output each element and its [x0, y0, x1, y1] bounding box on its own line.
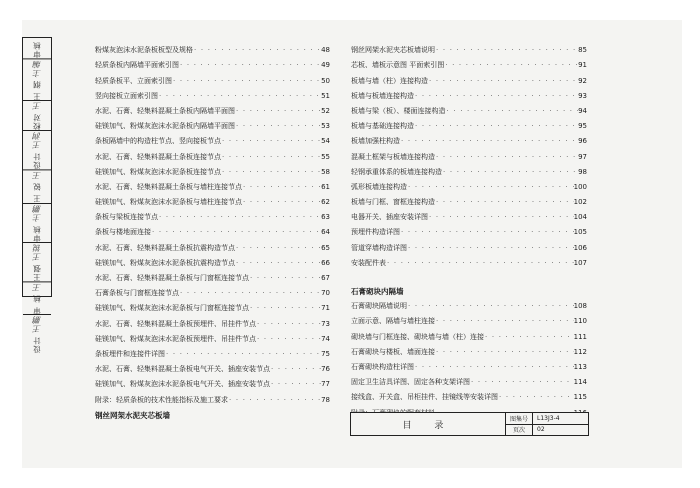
toc-entry-title: 接线盒、开关盒、吊柜挂件、挂镜线等安装详图: [351, 393, 498, 402]
toc-entry-title: 条板埋件和连接件详图: [95, 349, 165, 358]
toc-entry: [351, 253, 587, 268]
signature-cell: [23, 38, 51, 58]
toc-entry-page: 102: [573, 198, 587, 207]
toc-entry-page: 115: [573, 393, 587, 402]
toc-entry: [351, 162, 587, 177]
toc-entry-page: 54: [321, 137, 330, 146]
toc-entry-title: 管道穿墙构造详图: [351, 243, 407, 252]
leader-dots: [414, 122, 578, 131]
leader-dots: [179, 61, 321, 70]
handwritten-signature: 王: [32, 101, 42, 111]
toc-entry-page: 61: [321, 182, 330, 191]
leader-dots: [428, 77, 578, 86]
leader-dots: [158, 213, 321, 222]
toc-entry-title: 石膏砌块隔墙说明: [351, 302, 407, 311]
signature-cell: [23, 242, 51, 281]
signature-role: 审 核: [32, 293, 42, 315]
toc-entry-title: 水泥、石膏、轻集料混凝土条板内隔墙平面图: [95, 106, 235, 115]
toc-entry-page: 92: [578, 76, 587, 85]
section-gap: [351, 268, 587, 281]
toc-entry-title: 混凝土框架与板墙连接构造: [351, 152, 435, 161]
leader-dots: [221, 153, 321, 162]
toc-entry-page: 98: [578, 167, 587, 176]
toc-entry-title: 条板隔墙中的构造柱节点、竖向接板节点: [95, 137, 221, 146]
toc-entry: [351, 101, 587, 116]
toc-entry-title: 固定卫生洁具详图、固定各种支架详图: [351, 378, 470, 387]
signature-cell: [23, 314, 51, 353]
toc-right-column: [351, 40, 587, 418]
toc-entry-page: 113: [573, 362, 587, 371]
toc-section-heading: [95, 405, 330, 420]
leader-dots: [193, 46, 321, 55]
signature-role: 审核: [32, 41, 42, 58]
handwritten-signature: 王锐: [32, 242, 42, 261]
leader-dots: [172, 77, 321, 86]
toc-entry-title: 竖向接板立面索引图: [95, 91, 158, 100]
toc-entry-title: 立面示意、隔墙与墙柱连接: [351, 317, 435, 326]
toc-entry-title: 板墙加强柱构造: [351, 137, 400, 146]
toc-entry: [95, 192, 330, 207]
leader-dots: [242, 183, 321, 192]
signature-cell: [23, 58, 51, 100]
signature-role: 审核: [32, 224, 42, 242]
leader-dots: [400, 228, 574, 237]
toc-entry: [351, 237, 587, 252]
toc-entry-page: 91: [578, 61, 587, 70]
toc-entry-page: 67: [321, 274, 330, 282]
toc-entry-page: 53: [321, 122, 330, 131]
leader-dots: [179, 289, 321, 298]
toc-entry-title: 轻质条板内隔墙平面索引图: [95, 61, 179, 70]
toc-entry-page: 105: [573, 228, 587, 237]
leader-dots: [442, 168, 578, 177]
toc-entry-page: 48: [321, 46, 330, 55]
toc-entry-title: 预埋件构造详图: [351, 228, 400, 237]
leader-dots: [221, 137, 321, 146]
toc-entry-title: 板墙与墙（柱）连接构造: [351, 76, 428, 85]
handwritten-signature: 王: [32, 170, 42, 180]
toc-entry: [95, 298, 330, 313]
toc-entry: [95, 207, 330, 222]
toc-entry: [95, 116, 330, 131]
toc-entry-title: 板墙与基础连接构造: [351, 122, 414, 131]
signature-role: 设计: [32, 336, 42, 354]
toc-entry-title: 硅镁加气、粉煤灰泡沫水泥条板内隔墙平面图: [95, 122, 235, 131]
toc-entry-title: 板墙与梁（板）、楼面连接构造: [351, 106, 446, 115]
toc-entry-page: 100: [573, 182, 587, 191]
toc-entry: [95, 389, 330, 404]
page-number-value: 02: [537, 426, 545, 434]
toc-entry-page: 49: [321, 61, 330, 70]
toc-entry: [95, 344, 330, 359]
toc-entry: [95, 329, 330, 344]
toc-entry: [95, 70, 330, 85]
signature-cell: [23, 130, 51, 169]
leader-dots: [235, 107, 321, 116]
toc-entry: [351, 311, 587, 326]
leader-dots: [414, 92, 578, 101]
toc-entry: [351, 177, 587, 192]
leader-dots: [256, 320, 321, 329]
section-heading-text: 石膏砌块内隔墙: [351, 287, 404, 296]
toc-entry-title: 板墙与板墙连接构造: [351, 91, 414, 100]
toc-entry: [95, 313, 330, 328]
toc-entry-page: 93: [578, 91, 587, 100]
toc-entry: [351, 86, 587, 101]
signature-role: 王 锐: [32, 182, 42, 203]
toc-entry-title: 轻钢承重体系的板墙连接构造: [351, 167, 442, 176]
leader-dots: [386, 259, 574, 268]
toc-entry-title: 硅镁加气、粉煤灰泡沫水泥条板抗震构造节点: [95, 258, 235, 267]
toc-entry-page: 97: [578, 152, 587, 161]
toc-entry: [95, 253, 330, 268]
toc-entry-page: 64: [321, 228, 330, 237]
leader-dots: [444, 61, 578, 70]
leader-dots: [256, 335, 321, 344]
signature-strip: [22, 37, 52, 354]
toc-entry-page: 62: [321, 198, 330, 207]
toc-entry-title: 条板与楼地面连接: [95, 228, 151, 237]
toc-entry-title: 硅镁加气、粉煤灰泡沫水泥条板连接节点: [95, 167, 221, 176]
toc-entry-page: 71: [321, 304, 330, 313]
toc-entry-page: 58: [321, 167, 330, 176]
section-heading-text: 钢丝网架水泥夹芯板墙: [95, 410, 170, 420]
toc-entry-title: 硅镁加气、粉煤灰泡沫水泥条板与门窗框连接节点: [95, 304, 249, 313]
toc-entry: [351, 326, 587, 341]
toc-entry-title: 条板与梁板连接节点: [95, 213, 158, 222]
toc-entry: [95, 359, 330, 374]
leader-dots: [470, 378, 574, 387]
toc-entry-title: 水泥、石膏、轻集料混凝土条板电气开关、插座安装节点: [95, 365, 270, 374]
toc-entry: [351, 116, 587, 131]
toc-entry-page: 74: [321, 334, 330, 343]
toc-entry-page: 104: [573, 213, 587, 222]
leader-dots: [407, 302, 574, 311]
toc-entry: [95, 131, 330, 146]
toc-entry: [95, 162, 330, 177]
leader-dots: [435, 46, 578, 55]
toc-entry-page: 85: [578, 46, 587, 55]
leader-dots: [249, 304, 321, 313]
toc-entry: [351, 40, 587, 55]
table-of-contents: [95, 40, 587, 435]
toc-entry-title: 附录：轻质条板的技术性能指标及施工要求: [95, 395, 228, 404]
toc-entry-title: 水泥、石膏、轻集料混凝土条板预埋件、吊挂件节点: [95, 319, 256, 328]
toc-entry-title: 砌块墙与门框连接、砌块墙与墙（柱）连接: [351, 332, 484, 341]
handwritten-signature: 主编: [32, 59, 42, 77]
leader-dots: [270, 380, 321, 389]
toc-entry-title: 水泥、石膏、轻集料混凝土条板与门窗框连接节点: [95, 274, 249, 282]
toc-entry-title: 石膏条板与门窗框连接节点: [95, 289, 179, 298]
toc-entry-title: 水泥、石膏、轻集料混凝土条板与墙柱连接节点: [95, 182, 242, 191]
leader-dots: [407, 183, 574, 192]
toc-entry-title: 弧形板墙连接构造: [351, 182, 407, 191]
leader-dots: [165, 350, 321, 359]
toc-entry-page: 77: [321, 380, 330, 389]
handwritten-signature: 主鹏: [32, 203, 42, 222]
toc-entry: [95, 86, 330, 101]
toc-entry-title: 芯板、墙板示意图 平面索引图: [351, 61, 445, 70]
toc-entry-title: 水泥、石膏、轻集料混凝土条板抗震构造节点: [95, 243, 235, 252]
page-number-label: 页次: [506, 425, 533, 436]
toc-entry-page: 110: [573, 317, 587, 326]
leader-dots: [151, 228, 321, 237]
toc-entry: [351, 372, 587, 387]
leader-dots: [242, 198, 321, 207]
leader-dots: [484, 333, 574, 342]
toc-entry-page: 108: [573, 302, 587, 311]
leader-dots: [158, 92, 321, 101]
toc-entry-page: 106: [573, 243, 587, 252]
toc-entry: [95, 40, 330, 55]
toc-entry-page: 63: [321, 213, 330, 222]
handwritten-signature: 王润: [32, 131, 42, 150]
toc-entry: [351, 222, 587, 237]
leader-dots: [235, 259, 321, 268]
toc-entry-title: 石膏砌块构造柱详图: [351, 362, 414, 371]
toc-entry-page: 55: [321, 152, 330, 161]
toc-entry: [351, 296, 587, 311]
signature-cell: [23, 169, 51, 202]
title-block-title: 目 录: [351, 413, 506, 435]
toc-entry: [351, 146, 587, 161]
signature-cell: [23, 203, 51, 242]
toc-entry-page: 70: [321, 289, 330, 298]
toc-entry: [95, 283, 330, 298]
atlas-number-row: [506, 413, 588, 425]
toc-entry: [351, 357, 587, 372]
toc-entry: [351, 342, 587, 357]
toc-entry-page: 73: [321, 319, 330, 328]
toc-entry-title: 石膏砌块与楼板、墙面连接: [351, 347, 435, 356]
leader-dots: [235, 122, 321, 131]
leader-dots: [414, 363, 574, 372]
toc-entry-page: 96: [578, 137, 587, 146]
toc-entry-page: 112: [573, 347, 587, 356]
toc-entry: [95, 55, 330, 70]
toc-section-heading: [351, 281, 587, 296]
leader-dots: [498, 393, 574, 402]
toc-entry-page: 52: [321, 106, 330, 115]
toc-entry-page: 114: [573, 378, 587, 387]
signature-role: 设计: [32, 152, 42, 170]
handwritten-signature: 王鹏: [32, 315, 42, 334]
toc-entry: [95, 374, 330, 389]
title-block: [350, 412, 589, 436]
leader-dots: [270, 365, 321, 374]
signature-cell: [23, 281, 51, 314]
leader-dots: [435, 317, 574, 326]
toc-entry-title: 钢丝网架水泥夹芯板墙说明: [351, 46, 435, 55]
toc-entry-title: 轻质条板平、立面索引图: [95, 76, 172, 85]
toc-entry-page: 50: [321, 76, 330, 85]
toc-entry: [351, 192, 587, 207]
toc-entry: [351, 131, 587, 146]
leader-dots: [400, 137, 578, 146]
leader-dots: [446, 107, 579, 116]
leader-dots: [235, 244, 321, 253]
signature-role: 校对: [32, 113, 42, 131]
toc-entry: [351, 55, 587, 70]
leader-dots: [407, 244, 574, 253]
leader-dots: [435, 153, 578, 162]
toc-entry-page: 51: [321, 91, 330, 100]
toc-entry: [95, 146, 330, 161]
leader-dots: [428, 213, 574, 222]
toc-left-column: [95, 40, 330, 420]
toc-entry-page: 111: [573, 332, 587, 341]
atlas-number-value: L13J3-4: [537, 414, 560, 422]
toc-entry: [351, 70, 587, 85]
leader-dots: [435, 198, 574, 207]
toc-entry: [351, 387, 587, 402]
toc-entry-title: 安装配件表: [351, 258, 386, 267]
toc-entry-page: 95: [578, 122, 587, 131]
toc-entry-title: 硅镁加气、粉煤灰泡沫水泥条板电气开关、插座安装节点: [95, 380, 270, 389]
toc-entry-title: 水泥、石膏、轻集料混凝土条板连接节点: [95, 152, 221, 161]
toc-entry: [95, 177, 330, 192]
toc-entry-page: 75: [321, 349, 330, 358]
atlas-number-label: 图集号: [506, 413, 533, 424]
toc-entry: [95, 237, 330, 252]
leader-dots: [221, 168, 321, 177]
title-block-grid: [506, 413, 588, 435]
toc-entry-page: 65: [321, 243, 330, 252]
toc-entry-title: 粉煤灰泡沫水泥条板板型及规格: [95, 46, 193, 55]
toc-entry: [95, 101, 330, 116]
handwritten-signature: 王: [32, 281, 42, 291]
signature-cell: [23, 100, 51, 130]
toc-entry-title: 电器开关、插座安装详图: [351, 213, 428, 222]
toc-entry-page: 94: [578, 106, 587, 115]
toc-entry-page: 76: [321, 365, 330, 374]
toc-entry: [351, 207, 587, 222]
page-number-row: [506, 425, 588, 436]
toc-entry-title: 硅镁加气、粉煤灰泡沫水泥条板与墙柱连接节点: [95, 198, 242, 207]
leader-dots: [228, 396, 321, 405]
signature-role: 王 纲: [32, 80, 42, 101]
toc-entry: [95, 222, 330, 237]
toc-entry-page: 78: [321, 395, 330, 404]
toc-entry-page: 66: [321, 258, 330, 267]
toc-entry-page: 107: [573, 258, 587, 267]
signature-role: 王强: [32, 263, 42, 281]
toc-entry-title: 硅镁加气、粉煤灰泡沫水泥条板预埋件、吊挂件节点: [95, 334, 256, 343]
leader-dots: [249, 274, 321, 283]
toc-entry: [95, 268, 330, 283]
leader-dots: [435, 348, 574, 357]
toc-entry-title: 板墙与门框、窗框连接构造: [351, 198, 435, 207]
